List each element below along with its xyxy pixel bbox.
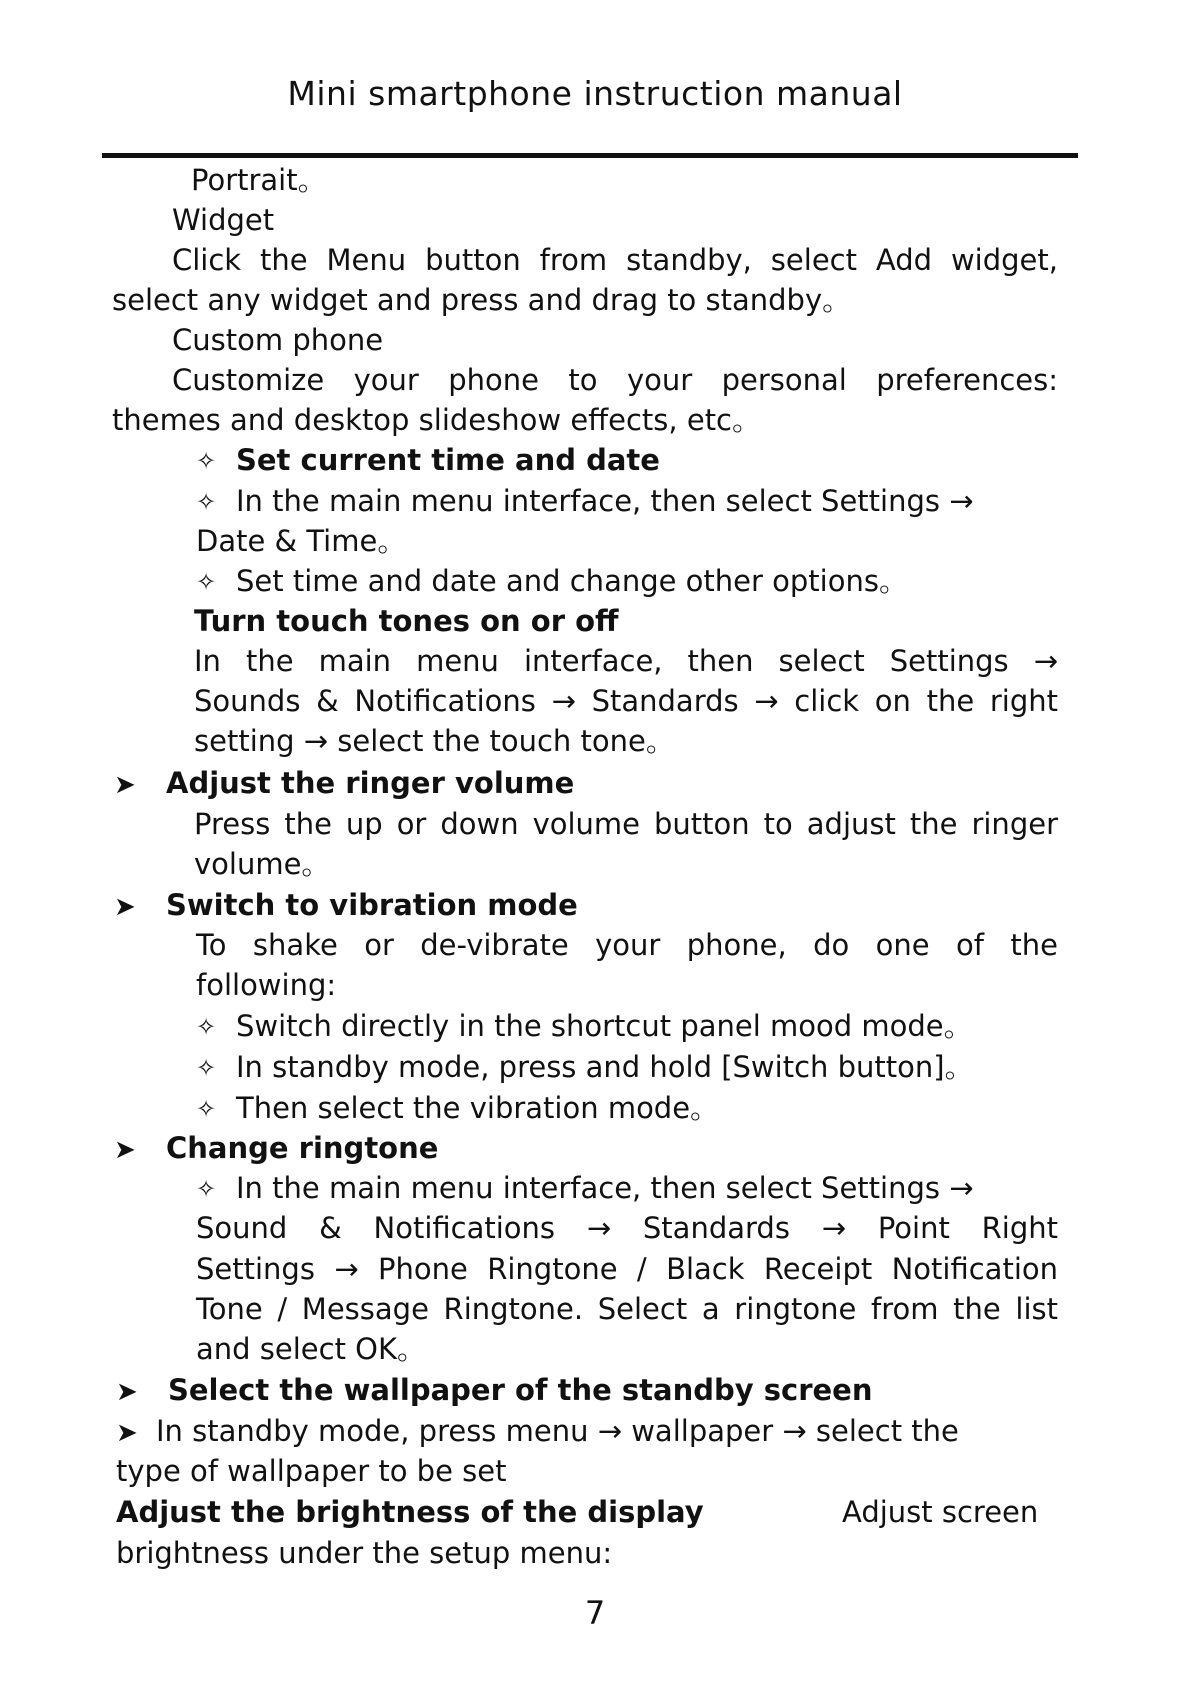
page-header-title: Mini smartphone instruction manual <box>287 74 903 113</box>
text-line: Adjust screen <box>842 1495 1039 1529</box>
text-line: and select OK。 <box>196 1332 427 1366</box>
heading-ringer-volume: Adjust the ringer volume <box>166 766 575 800</box>
arrowhead-bullet-icon: ➤ <box>114 770 136 800</box>
section-heading <box>114 765 574 803</box>
arrowhead-bullet-icon: ➤ <box>114 892 136 922</box>
text-line: themes and desktop slideshow effects, etc。 <box>112 403 762 437</box>
text-line: brightness under the setup menu: <box>116 1536 613 1570</box>
text-line: Sound & Notifications → Standards → Point Right <box>196 1211 1058 1245</box>
arrowhead-bullet-icon: ➤ <box>116 1377 138 1407</box>
text-line: Settings → Phone Ringtone / Black Receipt Notification <box>196 1252 1058 1286</box>
page-number: 7 <box>584 1594 606 1632</box>
heading-brightness: Adjust the brightness of the display <box>116 1495 704 1529</box>
text-line: Press the up or down volume button to adjust the ringer <box>194 807 1058 841</box>
section-heading <box>114 887 578 925</box>
list-item <box>196 483 1058 520</box>
text-line: Switch directly in the shortcut panel mood mode。 <box>236 1009 973 1043</box>
list-item <box>196 1008 973 1045</box>
heading-change-ringtone: Change ringtone <box>166 1131 439 1165</box>
heading-vibration-mode: Switch to vibration mode <box>166 888 578 922</box>
text-line: type of wallpaper to be set <box>116 1454 507 1488</box>
diamond-bullet-icon: ✧ <box>196 1095 217 1123</box>
text-line: In standby mode, press menu → wallpaper → select the <box>156 1414 959 1448</box>
text-line: In the main menu interface, then select Settings → <box>194 644 1058 678</box>
diamond-bullet-icon: ✧ <box>196 568 217 596</box>
list-item <box>196 442 660 479</box>
diamond-bullet-icon: ✧ <box>196 1054 217 1082</box>
section-heading <box>114 1130 438 1168</box>
text-line: Set time and date and change other options。 <box>236 564 908 598</box>
arrowhead-bullet-icon: ➤ <box>116 1418 138 1448</box>
subheading-touch-tones: Turn touch tones on or off <box>194 604 619 638</box>
text-line: Then select the vibration mode。 <box>236 1091 720 1125</box>
diamond-bullet-icon: ✧ <box>196 1013 217 1041</box>
list-item <box>196 563 908 600</box>
text-line: volume。 <box>194 847 331 881</box>
text-line: setting → select the touch tone。 <box>194 724 675 758</box>
text-line: Portrait。 <box>191 163 327 197</box>
text-line: To shake or de-vibrate your phone, do one of the <box>196 928 1058 962</box>
arrowhead-bullet-icon: ➤ <box>114 1135 136 1165</box>
text-line: In the main menu interface, then select Settings → <box>236 484 974 518</box>
diamond-bullet-icon: ✧ <box>196 1175 217 1203</box>
text-line: select any widget and press and drag to standby。 <box>112 283 852 317</box>
text-line: Click the Menu button from standby, select Add widget, <box>172 243 1058 277</box>
text-line: In standby mode, press and hold [Switch button]。 <box>236 1050 974 1084</box>
list-item <box>196 1170 1058 1207</box>
text-line: Customize your phone to your personal preferences: <box>172 363 1058 397</box>
text-line: following: <box>196 968 337 1002</box>
list-item <box>196 1049 974 1086</box>
section-heading <box>116 1372 872 1410</box>
text-line: Date & Time。 <box>196 524 407 558</box>
section-heading-widget: Widget <box>172 203 275 237</box>
header-rule <box>102 153 1078 158</box>
heading-wallpaper: Select the wallpaper of the standby screen <box>168 1373 873 1407</box>
text-line: Tone / Message Ringtone. Select a ringtone from the list <box>196 1292 1058 1326</box>
diamond-bullet-icon: ✧ <box>196 488 217 516</box>
subheading-set-time-date: Set current time and date <box>236 443 660 477</box>
text-line: Sounds & Notifications → Standards → click on the right <box>194 684 1058 718</box>
text-line: In the main menu interface, then select Settings → <box>236 1171 974 1205</box>
list-item <box>116 1413 959 1451</box>
diamond-bullet-icon: ✧ <box>196 447 217 475</box>
section-heading-custom-phone: Custom phone <box>172 323 384 357</box>
list-item <box>196 1090 719 1127</box>
